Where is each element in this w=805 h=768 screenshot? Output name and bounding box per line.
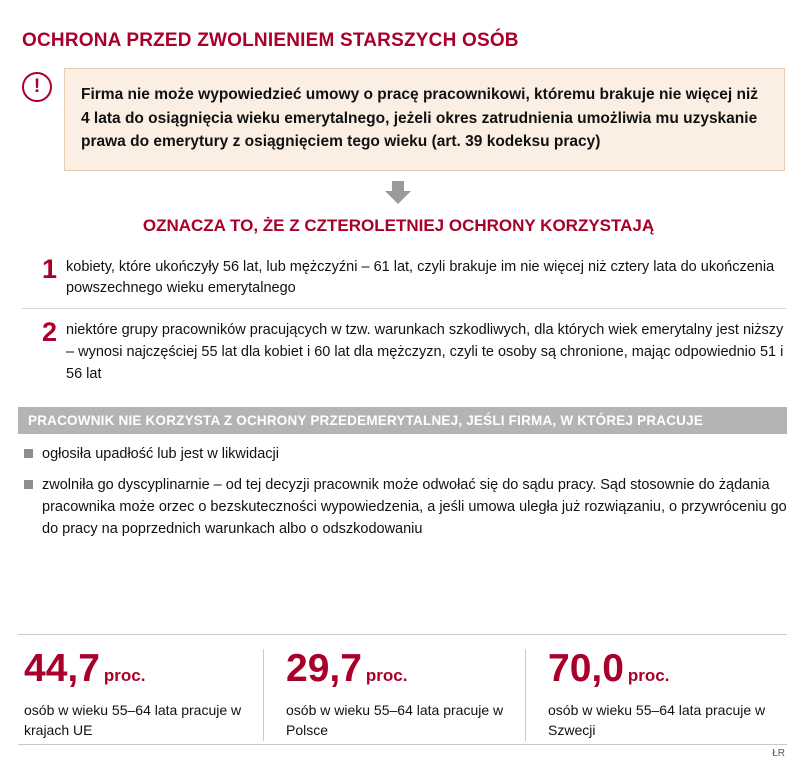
stat-value: 70,0 [548, 647, 624, 690]
list-item [22, 252, 786, 309]
bullet-list [18, 444, 794, 540]
stat-value: 29,7 [286, 647, 362, 690]
arrow-down-icon [385, 181, 411, 205]
stats-row [18, 634, 787, 741]
numbered-list [18, 252, 786, 394]
exclamation-icon: ! [22, 72, 52, 102]
stat-unit: proc. [627, 666, 670, 685]
section-subtitle: OZNACZA TO, ŻE Z CZTEROLETNIEJ OCHRONY KORZYSTAJĄ [142, 215, 655, 235]
square-bullet-icon [24, 480, 33, 489]
callout-text: Firma nie może wypowiedzieć umowy o pracę pracownikowi, któremu brakuje nie więcej niż 4 lata do osiągnięcia wieku emerytalnego, jeżeli okres zatrudnienia umożliwia mu uzyskanie prawa do emerytury z osiągnięciem tego wieku (art. 39 kodeksu pracy) [64, 68, 785, 171]
stat-description: osób w wieku 55–64 lata pracuje w krajach UE [24, 702, 242, 739]
footer-divider [18, 744, 787, 745]
stat-unit: proc. [365, 666, 408, 685]
stat-block [18, 649, 263, 741]
list-item [24, 444, 794, 466]
section-band-heading: PRACOWNIK NIE KORZYSTA Z OCHRONY PRZEDEMERYTALNEJ, JEŚLI FIRMA, W KTÓREJ PRACUJE [18, 407, 787, 434]
bullet-text: zwolniła go dyscyplinarnie – od tej decyzji pracownik może odwołać się do sądu pracy. Sąd stosownie do żądania pracownika może orzec o bezskuteczności wypowiedzenia, a jeśli umowa uległa już rozwiązaniu, o przywróceniu go do pracy na poprzednich warunkach albo o odszkodowaniu [42, 477, 787, 537]
page-title: OCHRONA PRZED ZWOLNIENIEM STARSZYCH OSÓB [22, 30, 519, 51]
arrow-row [18, 181, 787, 210]
square-bullet-icon [24, 449, 33, 458]
list-item-number: 1 [42, 253, 58, 284]
stat-unit: proc. [103, 666, 146, 685]
credit-label: ŁR [772, 748, 785, 759]
stat-block [525, 649, 787, 741]
bullet-text: ogłosiła upadłość lub jest w likwidacji [42, 446, 279, 463]
stat-value: 44,7 [24, 647, 100, 690]
list-item [22, 308, 786, 393]
list-item-text: niektóre grupy pracowników pracujących w tzw. warunkach szkodliwych, dla których wiek emerytalny jest niższy – wynosi najczęściej 55 lat dla kobiet i 60 lat dla mężczyzn, czyli te osoby są chronione, mając odpowiednio 51 i 56 lat [66, 322, 784, 382]
stat-description: osób w wieku 55–64 lata pracuje w Szwecji [548, 702, 766, 739]
list-item-text: kobiety, które ukończyły 56 lat, lub mężczyźni – 61 lat, czyli brakuje im nie więcej niż cztery lata do ukończenia powszechnego wieku emerytalnego [66, 258, 775, 297]
callout-block [18, 68, 787, 171]
stat-block [263, 649, 525, 741]
list-item-number: 2 [42, 317, 58, 348]
stat-description: osób w wieku 55–64 lata pracuje w Polsce [286, 702, 504, 739]
list-item [24, 475, 794, 540]
